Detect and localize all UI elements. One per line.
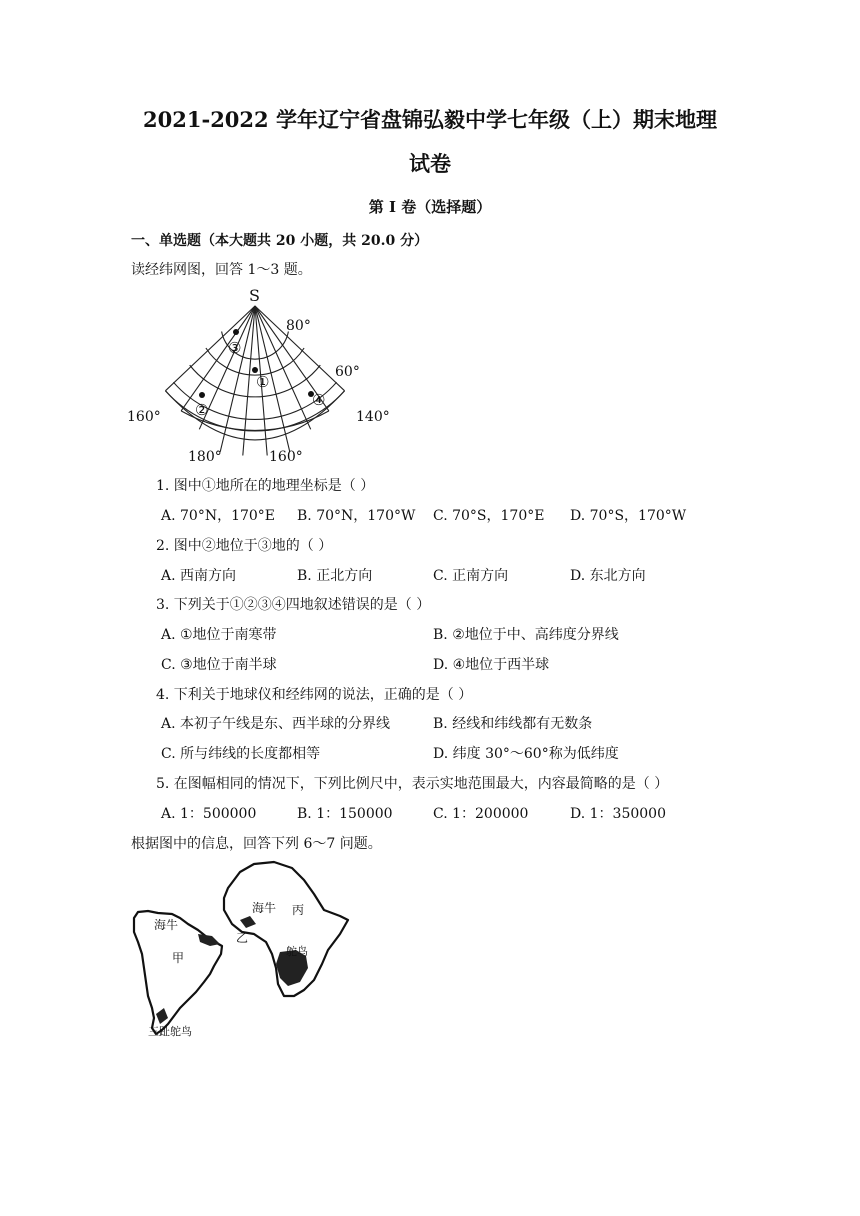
- label-ostrich: 鸵鸟: [286, 945, 308, 958]
- label-manatee-america: 海牛: [154, 918, 179, 932]
- pole-label: S: [249, 286, 260, 305]
- intro-text-2: 根据图中的信息，回答下列 6～7 问题。: [131, 836, 382, 852]
- question-5-option-b: B. 1：150000: [297, 806, 393, 822]
- question-5-option-a: A. 1：500000: [161, 806, 257, 822]
- lon-label-140: 140°: [356, 409, 390, 425]
- question-2-option-c: C. 正南方向: [433, 568, 509, 584]
- meridian-lines: [165, 306, 344, 456]
- label-bing: 丙: [292, 903, 305, 917]
- question-4-option-b: B. 经线和纬线都有无数条: [433, 716, 593, 732]
- question-1-option-d: D. 70°S，170°W: [570, 508, 687, 524]
- point-2-dot: [199, 392, 205, 398]
- intro-text-1: 读经纬网图，回答 1～3 题。: [131, 262, 312, 278]
- point-label-1: ①: [256, 373, 270, 391]
- label-yi: 乙: [236, 931, 249, 945]
- graticule-figure: [125, 284, 395, 466]
- label-jia: 甲: [172, 951, 185, 965]
- question-1-stem: 1. 图中①地所在的地理坐标是（ ）: [156, 478, 375, 494]
- question-4-option-d: D. 纬度 30°～60°称为低纬度: [433, 746, 619, 762]
- question-3-option-c: C. ③地位于南半球: [161, 657, 277, 673]
- lon-label-160-bottom: 160°: [269, 449, 303, 465]
- question-2-stem: 2. 图中②地位于③地的（ ）: [156, 538, 333, 554]
- lon-label-160-left: 160°: [127, 409, 161, 425]
- page-title-line1: 2021-2022 学年辽宁省盘锦弘毅中学七年级（上）期末地理: [143, 107, 717, 132]
- question-5-option-d: D. 1：350000: [570, 806, 666, 822]
- question-1-option-a: A. 70°N，170°E: [161, 508, 276, 524]
- point-label-4: ④: [312, 391, 326, 409]
- question-3-stem: 3. 下列关于①②③④四地叙述错误的是（ ）: [156, 597, 431, 613]
- question-4-option-a: A. 本初子午线是东、西半球的分界线: [161, 716, 391, 732]
- lat-label-80: 80°: [286, 318, 311, 334]
- question-1-option-c: C. 70°S，170°E: [433, 508, 545, 524]
- part-title: 第 I 卷（选择题）: [368, 198, 492, 216]
- question-3-option-d: D. ④地位于西半球: [433, 657, 550, 673]
- question-5-stem: 5. 在图幅相同的情况下，下列比例尺中，表示实地范围最大，内容最简略的是（ ）: [156, 776, 669, 792]
- question-5-option-c: C. 1：200000: [433, 806, 529, 822]
- question-2-option-a: A. 西南方向: [161, 568, 237, 584]
- label-rhea: 三趾鸵鸟: [148, 1025, 192, 1038]
- continents-map: [128, 858, 353, 1043]
- section-title: 一、单选题（本大题共 20 小题，共 20.0 分）: [131, 233, 429, 249]
- question-2-option-d: D. 东北方向: [570, 568, 646, 584]
- question-4-stem: 4. 下利关于地球仪和经纬网的说法，正确的是（ ）: [156, 687, 473, 703]
- question-3-option-a: A. ①地位于南寒带: [161, 627, 277, 643]
- lon-label-180: 180°: [188, 449, 222, 465]
- question-3-option-b: B. ②地位于中、高纬度分界线: [433, 627, 619, 643]
- label-manatee-africa: 海牛: [252, 901, 277, 915]
- point-3-dot: [233, 329, 239, 335]
- question-2-option-b: B. 正北方向: [297, 568, 373, 584]
- point-label-2: ②: [195, 401, 209, 419]
- page-title-line2: 试卷: [409, 151, 451, 176]
- lat-label-60: 60°: [335, 364, 360, 380]
- question-1-option-b: B. 70°N，170°W: [297, 508, 416, 524]
- point-label-3: ③: [228, 339, 242, 357]
- question-4-option-c: C. 所与纬线的长度都相等: [161, 746, 321, 762]
